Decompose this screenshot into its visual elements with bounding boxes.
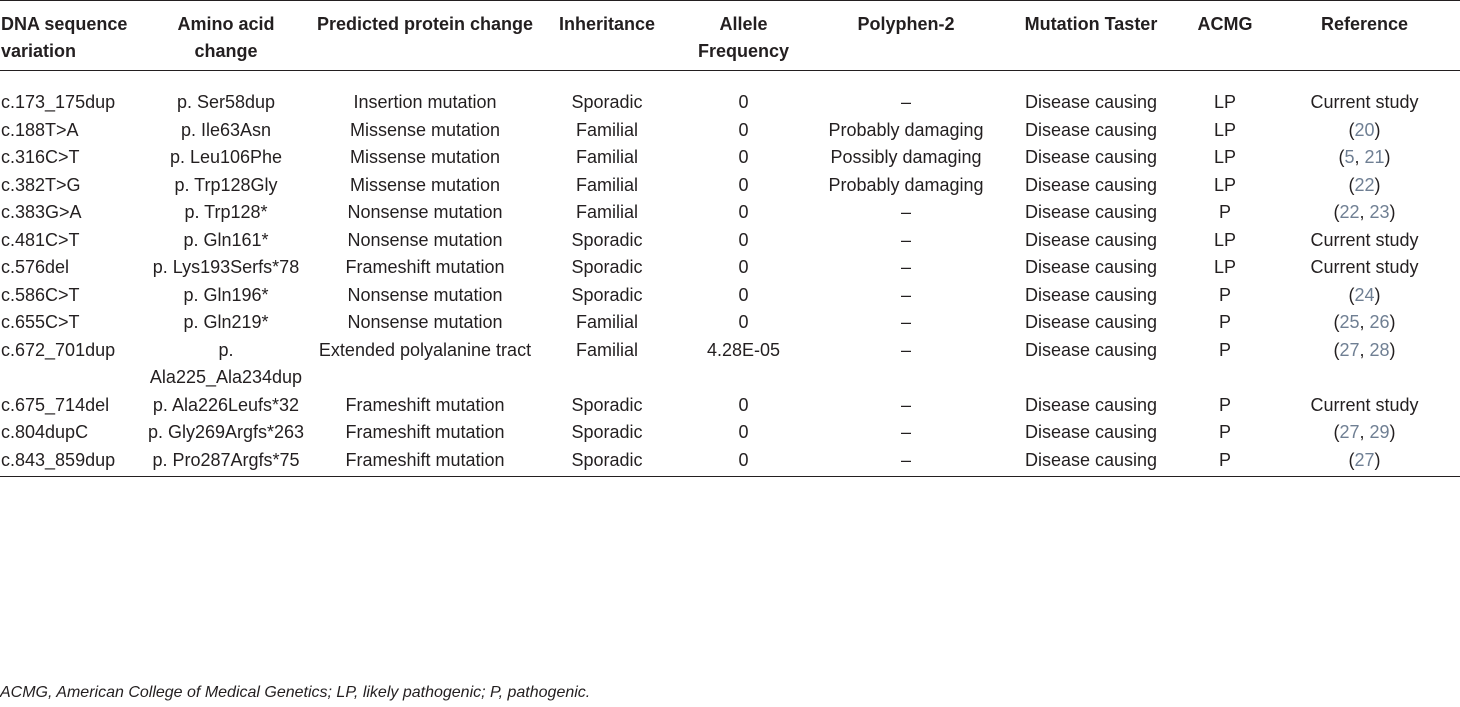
- cell-mutation-taster: Disease causing: [1024, 147, 1158, 167]
- cell-allele-frequency: 0: [738, 229, 749, 250]
- cell-acmg: P: [1218, 202, 1231, 222]
- cell-mutation-taster: Disease causing: [1024, 229, 1158, 250]
- cell-allele-frequency: 0: [738, 394, 749, 415]
- cell-amino-acid: p. Gln196*: [183, 284, 269, 305]
- cell-protein-change: Nonsense mutation: [347, 284, 503, 305]
- table-row: [0, 254, 1460, 282]
- cell-inheritance: Familial: [575, 174, 638, 195]
- reference-link[interactable]: 27: [1339, 339, 1360, 360]
- cell-amino-acid: p. Leu106Phe: [169, 147, 283, 167]
- cell-acmg: P: [1218, 394, 1231, 415]
- cell-allele-frequency: 0: [738, 312, 749, 332]
- cell-acmg: LP: [1213, 229, 1237, 250]
- cell-polyphen: –: [900, 202, 911, 222]
- cell-polyphen: –: [900, 284, 911, 305]
- cell-allele-frequency: 0: [738, 284, 749, 305]
- cell-polyphen: –: [900, 257, 911, 277]
- cell-amino-acid: p. Ala226Leufs*32: [152, 394, 300, 415]
- cell-reference: (22, 23): [1333, 202, 1396, 222]
- cell-mutation-taster: Disease causing: [1024, 422, 1158, 442]
- cell-allele-frequency: 0: [738, 92, 749, 112]
- cell-reference: (22): [1348, 174, 1381, 195]
- cell-acmg: LP: [1213, 92, 1237, 112]
- cell-dna: c.586C>T: [1, 284, 80, 305]
- cell-polyphen: –: [900, 92, 911, 112]
- cell-acmg: P: [1218, 339, 1231, 360]
- cell-inheritance: Familial: [575, 119, 638, 140]
- cell-allele-frequency: 0: [738, 449, 749, 470]
- cell-polyphen: –: [900, 449, 911, 470]
- reference-link[interactable]: 24: [1354, 284, 1375, 305]
- table-row: [0, 392, 1460, 420]
- cell-allele-frequency: 0: [738, 202, 749, 222]
- header-reference: Reference: [1320, 14, 1409, 34]
- cell-reference: [1269, 227, 1460, 255]
- cell-mutation-taster: Disease causing: [1024, 449, 1158, 470]
- cell-reference: (5, 21): [1338, 147, 1391, 167]
- cell-polyphen: –: [900, 229, 911, 250]
- cell-dna: c.675_714del: [1, 394, 110, 415]
- cell-mutation-taster: Disease causing: [1024, 339, 1158, 360]
- cell-dna: c.481C>T: [1, 229, 80, 250]
- cell-protein-change: Insertion mutation: [353, 92, 497, 112]
- cell-mutation-taster: Disease causing: [1024, 394, 1158, 415]
- cell-inheritance: Sporadic: [571, 284, 643, 305]
- header-acmg: ACMG: [1197, 14, 1253, 34]
- cell-protein-change: Nonsense mutation: [347, 229, 503, 250]
- cell-dna: c.655C>T: [1, 312, 80, 332]
- table-row: [0, 71, 1460, 117]
- reference-link[interactable]: 23: [1369, 202, 1390, 222]
- cell-amino-acid: p. Ser58dup: [176, 92, 276, 112]
- cell-dna: c.382T>G: [1, 174, 81, 195]
- cell-mutation-taster: Disease causing: [1024, 257, 1158, 277]
- cell-acmg: LP: [1213, 174, 1237, 195]
- cell-dna: c.804dupC: [1, 422, 89, 442]
- cell-polyphen: –: [900, 312, 911, 332]
- cell-protein-change: Missense mutation: [349, 174, 501, 195]
- cell-amino-acid: p. Lys193Serfs*78: [152, 257, 300, 277]
- cell-dna: c.188T>A: [1, 119, 79, 140]
- table-row: [0, 199, 1460, 227]
- cell-protein-change: Nonsense mutation: [347, 312, 503, 332]
- table-row: [0, 227, 1460, 255]
- cell-mutation-taster: Disease causing: [1024, 284, 1158, 305]
- cell-protein-change: Nonsense mutation: [347, 202, 503, 222]
- cell-allele-frequency: 0: [738, 174, 749, 195]
- cell-allele-frequency: 0: [738, 119, 749, 140]
- cell-inheritance: Familial: [575, 312, 638, 332]
- reference-link[interactable]: 26: [1369, 312, 1390, 332]
- cell-protein-change: Missense mutation: [349, 147, 501, 167]
- cell-acmg: LP: [1213, 147, 1237, 167]
- table-row: [0, 144, 1460, 172]
- header-dna: DNA sequence variation: [1, 14, 128, 61]
- cell-dna: c.316C>T: [1, 147, 80, 167]
- cell-reference: (20): [1348, 119, 1381, 140]
- cell-protein-change: Frameshift mutation: [345, 257, 505, 277]
- cell-acmg: LP: [1213, 119, 1237, 140]
- reference-text: Current study: [1310, 229, 1419, 250]
- cell-inheritance: Familial: [575, 339, 638, 360]
- cell-allele-frequency: 0: [738, 422, 749, 442]
- reference-link[interactable]: 29: [1369, 422, 1390, 442]
- header-polyphen: Polyphen-2: [857, 14, 955, 34]
- cell-amino-acid: p. Gln161*: [183, 229, 269, 250]
- cell-acmg: P: [1218, 422, 1231, 442]
- table-row: [0, 337, 1460, 392]
- cell-inheritance: Sporadic: [571, 449, 643, 470]
- cell-inheritance: Sporadic: [571, 92, 643, 112]
- header-inheritance: Inheritance: [558, 14, 656, 34]
- cell-mutation-taster: Disease causing: [1024, 174, 1158, 195]
- cell-reference: [1269, 71, 1460, 117]
- cell-dna: c.383G>A: [1, 202, 82, 222]
- reference-link[interactable]: 25: [1339, 312, 1360, 332]
- cell-protein-change: Frameshift mutation: [345, 422, 505, 442]
- cell-mutation-taster: Disease causing: [1024, 312, 1158, 332]
- cell-reference: (27): [1348, 449, 1381, 470]
- cell-mutation-taster: Disease causing: [1024, 119, 1158, 140]
- cell-acmg: P: [1218, 284, 1231, 305]
- cell-acmg: LP: [1213, 257, 1237, 277]
- cell-polyphen: –: [900, 422, 911, 442]
- reference-link[interactable]: 22: [1354, 174, 1375, 195]
- reference-text: Current study: [1310, 257, 1419, 277]
- cell-inheritance: Sporadic: [571, 394, 643, 415]
- cell-amino-acid: p. Ala225_Ala234dup: [149, 339, 303, 387]
- cell-amino-acid: p. Trp128Gly: [174, 174, 278, 195]
- cell-reference: [1269, 392, 1460, 420]
- table-row: [0, 309, 1460, 337]
- header-row: [0, 1, 1460, 71]
- table-row: [0, 282, 1460, 310]
- cell-acmg: P: [1218, 449, 1231, 470]
- cell-dna: c.576del: [1, 257, 70, 277]
- reference-text: Current study: [1310, 92, 1419, 112]
- cell-polyphen: Probably damaging: [828, 174, 984, 195]
- header-protein-change: Predicted protein change: [316, 14, 534, 34]
- cell-inheritance: Familial: [575, 202, 638, 222]
- reference-link[interactable]: 28: [1369, 339, 1390, 360]
- cell-polyphen: –: [900, 394, 911, 415]
- cell-protein-change: Frameshift mutation: [345, 449, 505, 470]
- reference-link[interactable]: 22: [1339, 202, 1360, 222]
- cell-acmg: P: [1218, 312, 1231, 332]
- cell-reference: [1269, 254, 1460, 282]
- cell-allele-frequency: 0: [738, 147, 749, 167]
- cell-dna: c.173_175dup: [1, 92, 116, 112]
- reference-link[interactable]: 21: [1364, 147, 1385, 167]
- cell-amino-acid: p. Trp128*: [184, 202, 268, 222]
- cell-amino-acid: p. Gly269Argfs*263: [147, 422, 305, 442]
- cell-protein-change: Frameshift mutation: [345, 394, 505, 415]
- cell-amino-acid: p. Gln219*: [183, 312, 269, 332]
- cell-inheritance: Sporadic: [571, 229, 643, 250]
- cell-dna: c.843_859dup: [1, 449, 116, 470]
- reference-text: Current study: [1310, 394, 1419, 415]
- cell-dna: c.672_701dup: [1, 339, 116, 360]
- reference-link[interactable]: 20: [1354, 119, 1375, 140]
- cell-amino-acid: p. Pro287Argfs*75: [152, 449, 300, 470]
- cell-reference: (24): [1348, 284, 1381, 305]
- cell-mutation-taster: Disease causing: [1024, 202, 1158, 222]
- reference-link[interactable]: 27: [1339, 422, 1360, 442]
- table-row: [0, 172, 1460, 200]
- cell-polyphen: –: [900, 339, 911, 360]
- cell-allele-frequency: 4.28E-05: [706, 339, 781, 360]
- cell-reference: (25, 26): [1333, 312, 1396, 332]
- header-mutation-taster: Mutation Taster: [1024, 14, 1158, 34]
- reference-link[interactable]: 27: [1354, 449, 1375, 470]
- table-row: [0, 419, 1460, 447]
- cell-amino-acid: p. Ile63Asn: [180, 119, 272, 140]
- table-row: [0, 447, 1460, 477]
- cell-protein-change: Extended polyalanine tract: [318, 339, 532, 360]
- cell-inheritance: Sporadic: [571, 422, 643, 442]
- cell-reference: (27, 28): [1333, 339, 1396, 360]
- cell-polyphen: Probably damaging: [828, 119, 984, 140]
- table-body: [0, 71, 1460, 477]
- cell-inheritance: Familial: [575, 147, 638, 167]
- table-row: [0, 117, 1460, 145]
- cell-mutation-taster: Disease causing: [1024, 92, 1158, 112]
- cell-protein-change: Missense mutation: [349, 119, 501, 140]
- header-allele-frequency: Allele Frequency: [697, 14, 790, 61]
- reference-link[interactable]: 5: [1344, 147, 1355, 167]
- cell-polyphen: Possibly damaging: [830, 147, 982, 167]
- header-amino-acid: Amino acid change: [177, 14, 275, 61]
- cell-reference: (27, 29): [1333, 422, 1396, 442]
- cell-allele-frequency: 0: [738, 257, 749, 277]
- cell-inheritance: Sporadic: [571, 257, 643, 277]
- table-footnote: ACMG, American College of Medical Genetics; LP, likely pathogenic; P, pathogenic.: [0, 684, 591, 701]
